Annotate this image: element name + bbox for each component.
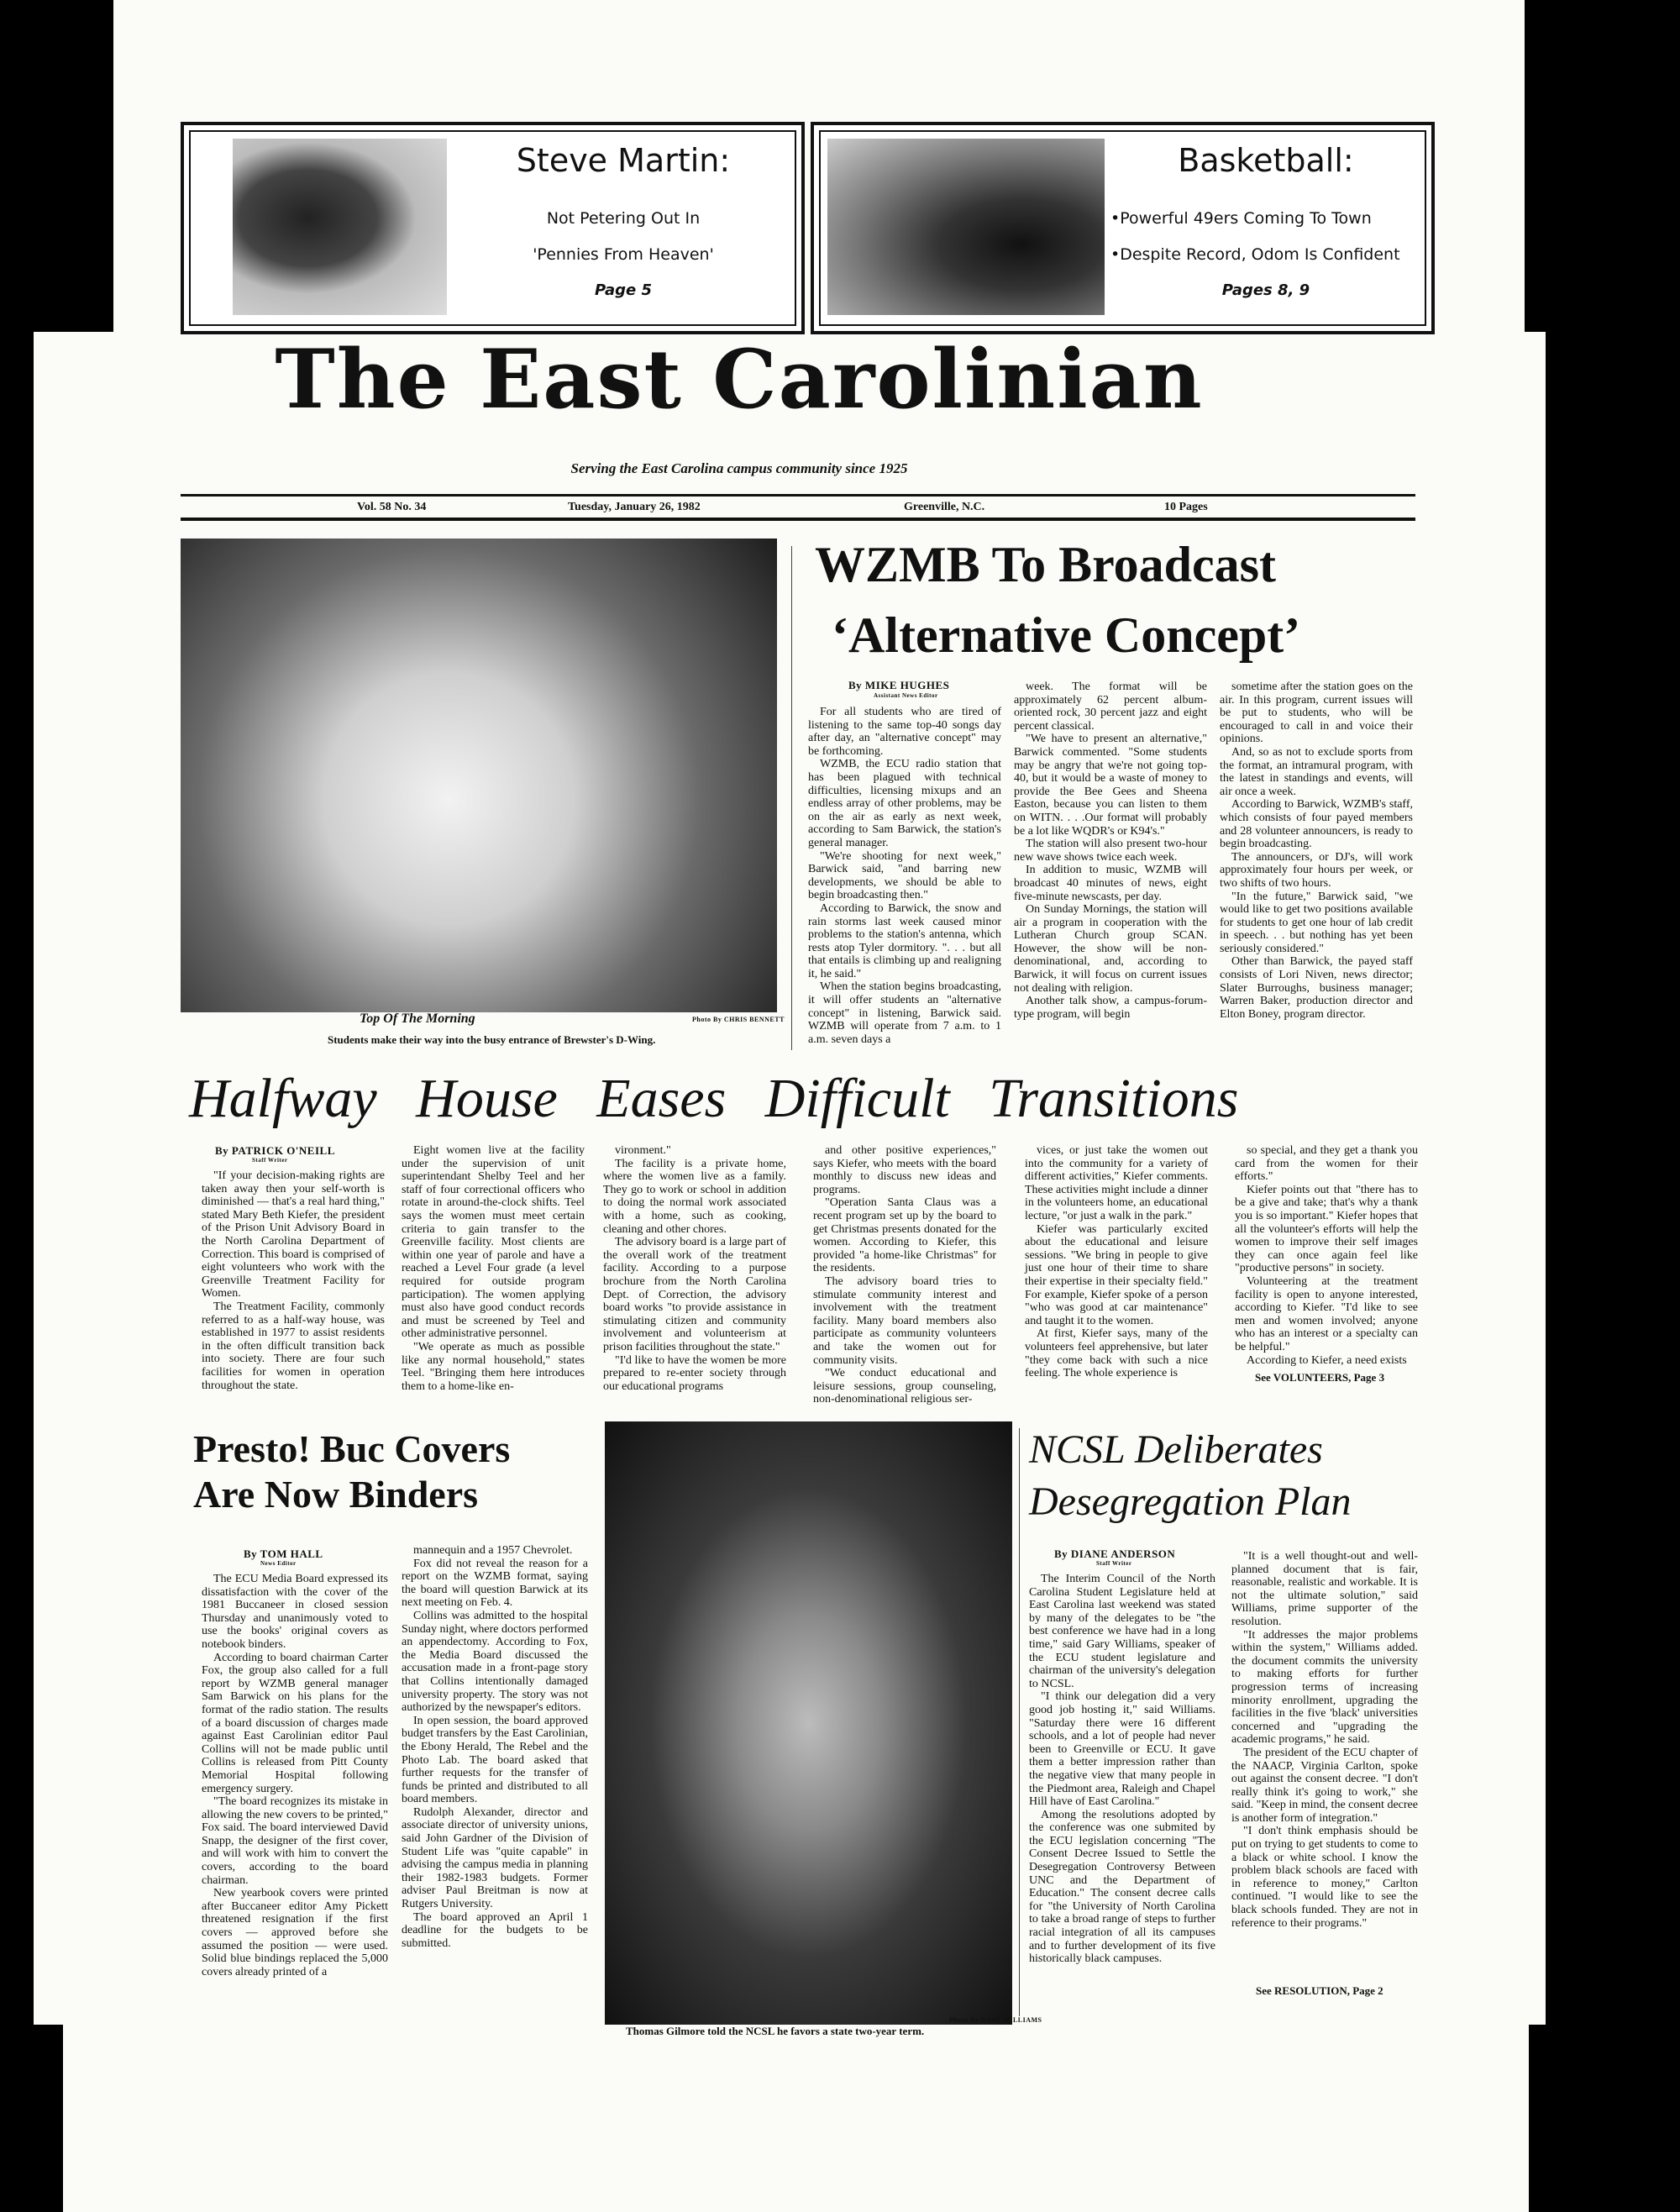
article-paragraph: According to Barwick, WZMB's staff, which consists of four payed members and 28 volunteer announcers, is ready to begin broadcasting. <box>1220 798 1413 851</box>
column-rule <box>791 546 792 1050</box>
article-text: For all students who are tired of listening to the same top-40 songs day after day, an "alternative concept" may be forthcoming. <box>808 706 1001 758</box>
article-paragraph: Kiefer was particularly excited about the educational and leisure sessions. "We bring in people to give just one hour of their time to share their expertise in their specialty field." For example, Kiefer spoke of a person "who was good at car maintenance" and taught it to the women. <box>1025 1222 1208 1327</box>
halfway-byline-title: Staff Writer <box>252 1157 288 1164</box>
buc-headline-line1: Presto! Buc Covers <box>193 1427 511 1470</box>
article-text: The ECU Media Board expressed its dissatisfaction with the cover of the 1981 Buccaneer in closed session Thursday and unanimously voted to use the books' original covers as notebook binders. <box>202 1573 388 1651</box>
wzmb-byline-title: Assistant News Editor <box>874 692 938 699</box>
article-paragraph: "The board recognizes its mistake in allowing the new covers to be printed," Fox said. The board interviewed David Snapp, the designer of the first cover, and will work with him to convert the covers, according to the board chairman. <box>202 1795 388 1887</box>
buc-byline: By TOM HALL <box>244 1547 323 1560</box>
article-paragraph: Kiefer points out that "there has to be a give and take; that's why a thank you is so important." Kiefer hopes that all the volunteer's efforts will help the women to improve their self images they can once again feel like "productive persons" in society. <box>1235 1183 1418 1275</box>
article-paragraph: The advisory board is a large part of the overall work of the treatment facility. According to a purpose brochure from the North Carolina Dept. of Correction, the advisory board works "to provide assistance in stimulating citizen and community involvement and volunteerism at prison facilities throughout the state." <box>603 1236 786 1353</box>
promo-line: Not Petering Out In <box>546 209 701 228</box>
column-rule <box>1019 1428 1020 2016</box>
ncsl-column-1 <box>1029 1573 1215 2005</box>
buc-byline-title: News Editor <box>260 1560 297 1567</box>
article-paragraph: At first, Kiefer says, many of the volunteers feel apprehensive, but later "they come back with such a nice feeling. The whole experience is <box>1025 1327 1208 1380</box>
folio-pages: 10 Pages <box>1164 501 1208 513</box>
wzmb-headline-line2: ‘Alternative Concept’ <box>832 607 1301 663</box>
article-paragraph: "I'd like to have the women be more prepared to re-enter society through our educational programs <box>603 1353 786 1393</box>
ncsl-headline-line2: Desegregation Plan <box>1029 1479 1352 1524</box>
article-paragraph: The advisory board tries to stimulate community interest and involvement with the treatment facility. Many board members also participate as community volunteers and take the women out for community visits. <box>813 1274 996 1367</box>
article-paragraph: When the station begins broadcasting, it will offer students an "alternative concept" in listening, Barwick said. WZMB will operate from 7 a.m. to 1 a.m. seven days a <box>808 980 1001 1046</box>
article-text: vironment." <box>615 1144 671 1157</box>
ncsl-meeting-photo <box>605 1421 1012 2025</box>
ncsl-column-2 <box>1231 1550 1418 1970</box>
photo-credit: Photo By DAVE WILLIAMS <box>949 2016 1042 2024</box>
article-paragraph: "We have to present an alternative," Barwick commented. "Some students may be angry that we're not going top-40, but it would be a waste of money to provide the Bee Gees and Sheena Easton, because you can listen to them on WITN. . . .Our format will probably be a lot like WQDR's or K94's." <box>1014 733 1207 838</box>
article-paragraph: Fox did not reveal the reason for a report on the WZMB format, saying the board will question Barwick at its next meeting on Feb. 4. <box>402 1557 588 1610</box>
article-paragraph: "We're shooting for next week," Barwick said, "and barring new developments, we should be able to begin broadcasting then." <box>808 849 1001 902</box>
photo-caption: Students make their way into the busy entrance of Brewster's D-Wing. <box>328 1033 656 1046</box>
wzmb-byline: By MIKE HUGHES <box>848 679 950 691</box>
photo-credit: Photo By CHRIS BENNETT <box>692 1016 785 1023</box>
masthead-rule-top <box>181 494 1415 497</box>
brewster-entrance-photo <box>181 539 777 1012</box>
halfway-headline: Halfway House Eases Difficult Transitions <box>189 1068 1239 1129</box>
folio-location: Greenville, N.C. <box>904 501 985 513</box>
basketball-photo <box>827 139 1105 315</box>
article-paragraph: In addition to music, WZMB will broadcast 40 minutes of news, eight five-minute newscasts, per day. <box>1014 864 1207 903</box>
article-paragraph: Rudolph Alexander, director and associate director of university unions, said John Gardner of the Division of Student Life was "quite capable" in advising the campus media in planning their 1982-1983 budgets. Former adviser Paul Breitman is now at Rutgers University. <box>402 1805 588 1911</box>
article-paragraph: WZMB, the ECU radio station that has been plagued with technical difficulties, licensing mixups and an endless array of other problems, may be on the air as early as next week, according to Sam Barwick, the station's general manager. <box>808 758 1001 849</box>
paper-sheet-bottom <box>63 2012 1529 2212</box>
wzmb-headline-line1: WZMB To Broadcast <box>815 537 1276 592</box>
steve-martin-photo <box>233 139 447 315</box>
halfway-column-5 <box>1025 1144 1208 1386</box>
article-paragraph: "It addresses the major problems within the system," Williams added. the document commits the university to making efforts for further progression terms of increasing minority enrollment, upgrading the facilities in the five 'black' universities concerned and "upgrading the academic programs," he said. <box>1231 1628 1418 1747</box>
article-paragraph: "I think our delegation did a very good job hosting it," said Williams. "Saturday there were 16 different schools, and a lot of people had never been to Greenville or ECU. It gave them a better impression rather than the negative view that many people in the Piedmont area, Raleigh and Chapel Hill have of East Carolina." <box>1029 1690 1215 1809</box>
article-text: The Interim Council of the North Carolina Student Legislature held at East Carolina last weekend was stated by many of the delegates to be "the best conference we have had in a long time," said Gary Williams, speaker of the ECU student legislature and chairman of the university's delegation to NCSL. <box>1029 1573 1215 1690</box>
article-paragraph: According to Kiefer, a need exists <box>1247 1353 1407 1367</box>
promo-title: Steve Martin: <box>516 142 731 179</box>
article-paragraph: New yearbook covers were printed after Buccaneer editor Amy Pickett threatened resignation if the first covers — approved before she assumed the position — were used. Solid blue bindings replaced the 5,000 covers already printed of a <box>202 1887 388 1978</box>
article-paragraph: In open session, the board approved budget transfers by the East Carolinian, the Ebony Herald, The Rebel and the Photo Lab. The board asked that further requests for the transfer of funds be printed and distributed to all board members. <box>402 1714 588 1806</box>
article-paragraph: According to Barwick, the snow and rain storms last week caused minor problems to the station's antenna, which rests atop Tyler dormitory. ". . . but all that entails is climbing up and realigning it, he said." <box>808 901 1001 980</box>
masthead-title: The East Carolinian <box>275 332 1204 427</box>
article-text: sometime after the station goes on the air. In this program, current issues will be put to students, who will be encouraged to call in and voice their opinions. <box>1220 680 1413 746</box>
article-paragraph: On Sunday Mornings, the station will air a program in cooperation with the Lutheran Church group SCAN. However, the show will be non-denominational, and, according to Barwick, it will focus on current issues not dealing with religion. <box>1014 903 1207 995</box>
halfway-column-6 <box>1235 1144 1418 1367</box>
promo-line: 'Pennies From Heaven' <box>533 245 714 264</box>
promo-page-ref: Pages 8, 9 <box>1221 281 1310 299</box>
article-text: "If your decision-making rights are taken away then your self-worth is diminished — that's a real hard thing," stated Mary Beth Kiefer, the president of the Prison Unit Advisory Board in the North Carolina Department of Correction. This board is comprised of eight volunteers who work with the Greenville Treatment Facility for Women. <box>202 1169 385 1300</box>
article-paragraph: The Treatment Facility, commonly referred to as a half-way house, was established in 1977 to assist residents in the often difficult transition back into society. There are four such facilities for women in operation throughout the state. <box>202 1300 385 1392</box>
ncsl-byline: By DIANE ANDERSON <box>1054 1547 1176 1560</box>
article-paragraph: Among the resolutions adopted by the conference was one submited by the ECU legislation concerning "The Consent Decree Issued to Settle the Desegregation Controversy Between UNC and the Department of Education." The consent decree calls for "the University of North Carolina to take a broad range of steps to further racial integration of all its campuses and to further development of its five historically black campuses. <box>1029 1808 1215 1966</box>
wzmb-column-2 <box>1014 680 1207 1059</box>
article-paragraph: Collins was admitted to the hospital Sunday night, where doctors performed an appendectomy. According to Fox, the Media Board discussed the accusation made in a front-page story that Collins intentionally damaged university property. The story was not authorized by the newspaper's editors. <box>402 1609 588 1715</box>
article-paragraph: Volunteering at the treatment facility is open to anyone interested, according to Kiefer. "I'd like to see men and women involved; anyone who has an interest or a specialty can be helpful." <box>1235 1274 1418 1353</box>
promo-line: •Despite Record, Odom Is Confident <box>1110 245 1400 264</box>
promo-title: Basketball: <box>1178 142 1354 179</box>
article-text: Eight women live at the facility under the supervision of unit superintendant Shelby Teel and her staff of four correctional officers who rotate in around-the-clock shifts. Teel says the women must meet certain criteria to gain transfer to the Greenville facility. Most clients are within one year of parole and have a reached a Level Four grade (a level required for outside program participation). The women applying must also have good conduct records and must be screened by Teel and other administrative personnel. <box>402 1144 585 1341</box>
article-text: so special, and they get a thank you card from the women for their efforts." <box>1235 1144 1418 1184</box>
article-paragraph: Another talk show, a campus-forum-type program, will begin <box>1014 995 1207 1021</box>
article-paragraph: The facility is a private home, where the women live as a family. They go to work or school in addition to doing the normal work associated with a home, such as cooking, cleaning and other chores. <box>603 1157 786 1236</box>
folio-volume: Vol. 58 No. 34 <box>357 501 427 513</box>
halfway-byline: By PATRICK O'NEILL <box>215 1144 335 1157</box>
article-text: and other positive experiences," says Kiefer, who meets with the board monthly to discuss new ideas and programs. <box>813 1144 996 1196</box>
buc-headline-line2: Are Now Binders <box>193 1473 479 1516</box>
article-paragraph: The station will also present two-hour new wave shows twice each week. <box>1014 838 1207 864</box>
buc-column-2 <box>402 1544 588 2018</box>
halfway-column-4 <box>813 1144 996 1406</box>
article-paragraph: The president of the ECU chapter of the NAACP, Virginia Carlton, spoke out against the consent decree. "I don't really think it's going to work," she said. "Keep in mind, the consent decree is another form of integration." <box>1231 1746 1418 1825</box>
ncsl-byline-title: Staff Writer <box>1096 1560 1132 1567</box>
article-text: "It is a well thought-out and well-planned document that is fair, reasonable, realistic and workable. It is not the ultimate solution," said Williams, prime supporter of the resolution. <box>1231 1550 1418 1628</box>
masthead-tagline: Serving the East Carolina campus community since 1925 <box>570 460 908 476</box>
article-paragraph: Other than Barwick, the payed staff consists of Lori Niven, news director; Slater Burroughs, business manager; Warren Baker, production director and Elton Boney, program director. <box>1220 955 1413 1021</box>
article-paragraph: "In the future," Barwick said, "we would like to get two positions available for students to get one hour of lab credit in speech. . . but nothing has yet been seriously considered." <box>1220 890 1413 955</box>
halfway-column-3 <box>603 1144 786 1393</box>
wzmb-column-1 <box>808 706 1001 1059</box>
article-paragraph: "I don't think emphasis should be put on trying to get students to come to a black or white school. I know the problem black schools are faced with in reference to money," Carlton continued. "I would like to see the black schools funded. They are not in reference to their programs." <box>1231 1825 1418 1930</box>
article-paragraph: And, so as not to exclude sports from the format, an intramural program, with the latest in standings and events, will air once a week. <box>1220 745 1413 798</box>
article-paragraph: The board approved an April 1 deadline for the budgets to be submitted. <box>402 1910 588 1950</box>
halfway-column-1 <box>202 1169 385 1392</box>
photo-caption-title: Top Of The Morning <box>360 1011 475 1026</box>
promo-inner-border <box>819 130 1426 326</box>
article-paragraph: According to board chairman Carter Fox, the group also called for a full report by WZMB general manager Sam Barwick on his plans for the format of the radio station. The results of a board discussion of charges made against East Carolinian editor Paul Collins will not be made public until Collins is released from Pitt County Memorial Hospital following emergency surgery. <box>202 1651 388 1795</box>
promo-box-steve-martin[interactable] <box>181 122 805 334</box>
wzmb-column-3 <box>1220 680 1413 1059</box>
article-paragraph: The announcers, or DJ's, will work approximately four hours per week, or two shifts of two hours. <box>1220 850 1413 890</box>
article-text: vices, or just take the women out into the community for a variety of different activities," Kiefer comments. These activities might include a dinner in the volunteers home, an educational lecture, "or just a walk in the park." <box>1025 1144 1208 1222</box>
halfway-jump-line[interactable]: See VOLUNTEERS, Page 3 <box>1255 1371 1385 1384</box>
article-paragraph: "We conduct educational and leisure sessions, group counseling, non-denominational religious ser- <box>813 1367 996 1406</box>
buc-column-1 <box>202 1573 388 2018</box>
article-paragraph: "We operate as much as possible like any normal household," states Teel. "Bringing them here introduces them to a home-like en- <box>402 1340 585 1393</box>
photo-caption: Thomas Gilmore told the NCSL he favors a state two-year term. <box>626 2025 925 2037</box>
article-text: week. The format will be approximately 62 percent album-oriented rock, 30 percent jazz and eight percent classical. <box>1014 680 1207 733</box>
ncsl-jump-line[interactable]: See RESOLUTION, Page 2 <box>1256 1984 1383 1997</box>
halfway-column-2 <box>402 1144 585 1393</box>
article-text: mannequin and a 1957 Chevrolet. <box>413 1544 573 1557</box>
folio-date: Tuesday, January 26, 1982 <box>568 501 701 513</box>
promo-box-basketball[interactable] <box>811 122 1435 334</box>
promo-page-ref: Page 5 <box>594 281 653 299</box>
promo-line: •Powerful 49ers Coming To Town <box>1110 209 1372 228</box>
promo-inner-border <box>189 130 796 326</box>
masthead-rule-bottom <box>181 518 1415 521</box>
article-paragraph: "Operation Santa Claus was a recent program set up by the board to get Christmas presents donated for the women. According to Kiefer, this provided "a home-like Christmas" for the residents. <box>813 1196 996 1275</box>
ncsl-headline-line1: NCSL Deliberates <box>1029 1427 1323 1472</box>
